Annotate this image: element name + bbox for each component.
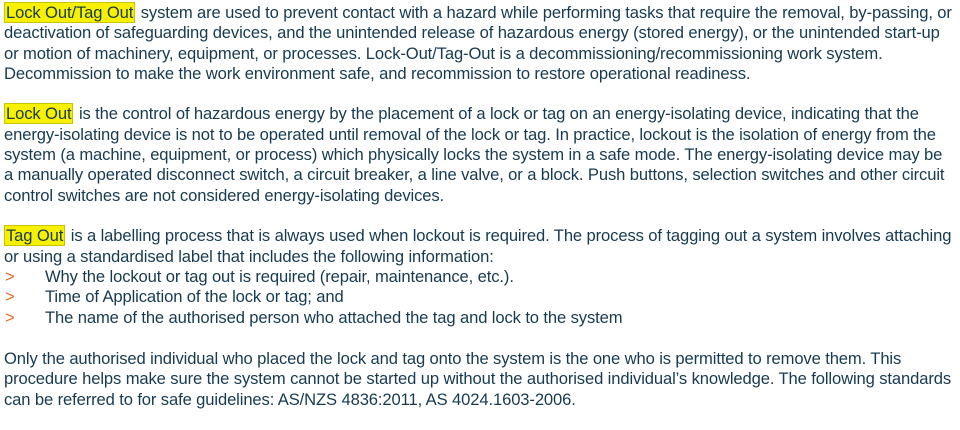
- list-item-text: The name of the authorised person who attached the tag and lock to the system: [45, 308, 623, 328]
- paragraph-text: is the control of hazardous energy by the placement of a lock or tag on an energy-isolating device, indicating that the energy-isolating device is not to be operated until removal of the lock or tag. In practice, lockout is the isolation of energy from the system (a machine, equipment, or process) which physically locks the system in a safe mode. The energy-isolating device may be a manually operated disconnect switch, a circuit breaker, a line valve, or a block. Push buttons, selection switches and other circuit control switches are not considered energy-isolating devices.: [4, 104, 945, 205]
- list-item: [4, 267, 952, 288]
- list-item-text: Time of Application of the lock or tag; and: [45, 287, 344, 307]
- list-item-text: Why the lockout or tag out is required (repair, maintenance, etc.).: [45, 266, 514, 286]
- paragraph-text: is a labelling process that is always used when lockout is required. The process of tagging out a system involves attaching or using a standardised label that includes the following information:: [4, 226, 952, 266]
- bullet-marker-icon: >: [5, 287, 15, 307]
- bullet-marker-icon: >: [5, 266, 15, 286]
- highlight-term: Lock Out/Tag Out: [6, 3, 134, 22]
- bullet-marker-icon: >: [5, 308, 15, 328]
- list-item: [4, 308, 952, 329]
- paragraph-lockout: [4, 104, 952, 205]
- paragraph-text: system are used to prevent contact with a hazard while performing tasks that require the removal, by-passing, or deactivation of safeguarding devices, and the unintended release of hazardous energy (stored energy), or the unintended start-up or motion of machinery, equipment, or processes. Lock-Out/Tag-Out is a decommissioning/recommissioning work system. Decommission to make the work environment safe, and recommission to restore operational readiness.: [4, 3, 952, 83]
- document-body: [4, 3, 952, 430]
- highlight-term: Tag Out: [6, 226, 64, 246]
- paragraph-lockout-tagout: [4, 3, 952, 84]
- tag-info-list: [4, 267, 952, 329]
- paragraph-closing: Only the authorised individual who placed the lock and tag onto the system is the one who is permitted to remove them. This procedure helps make sure the system cannot be started up without the authorised individual’s knowledge. The following standards can be referred to for safe guidelines: AS/NZS 4836:2011, AS 4024.1603-2006.: [4, 348, 952, 409]
- paragraph-tagout: [4, 226, 952, 267]
- highlight-term: Lock Out: [6, 104, 72, 124]
- list-item: [4, 287, 952, 308]
